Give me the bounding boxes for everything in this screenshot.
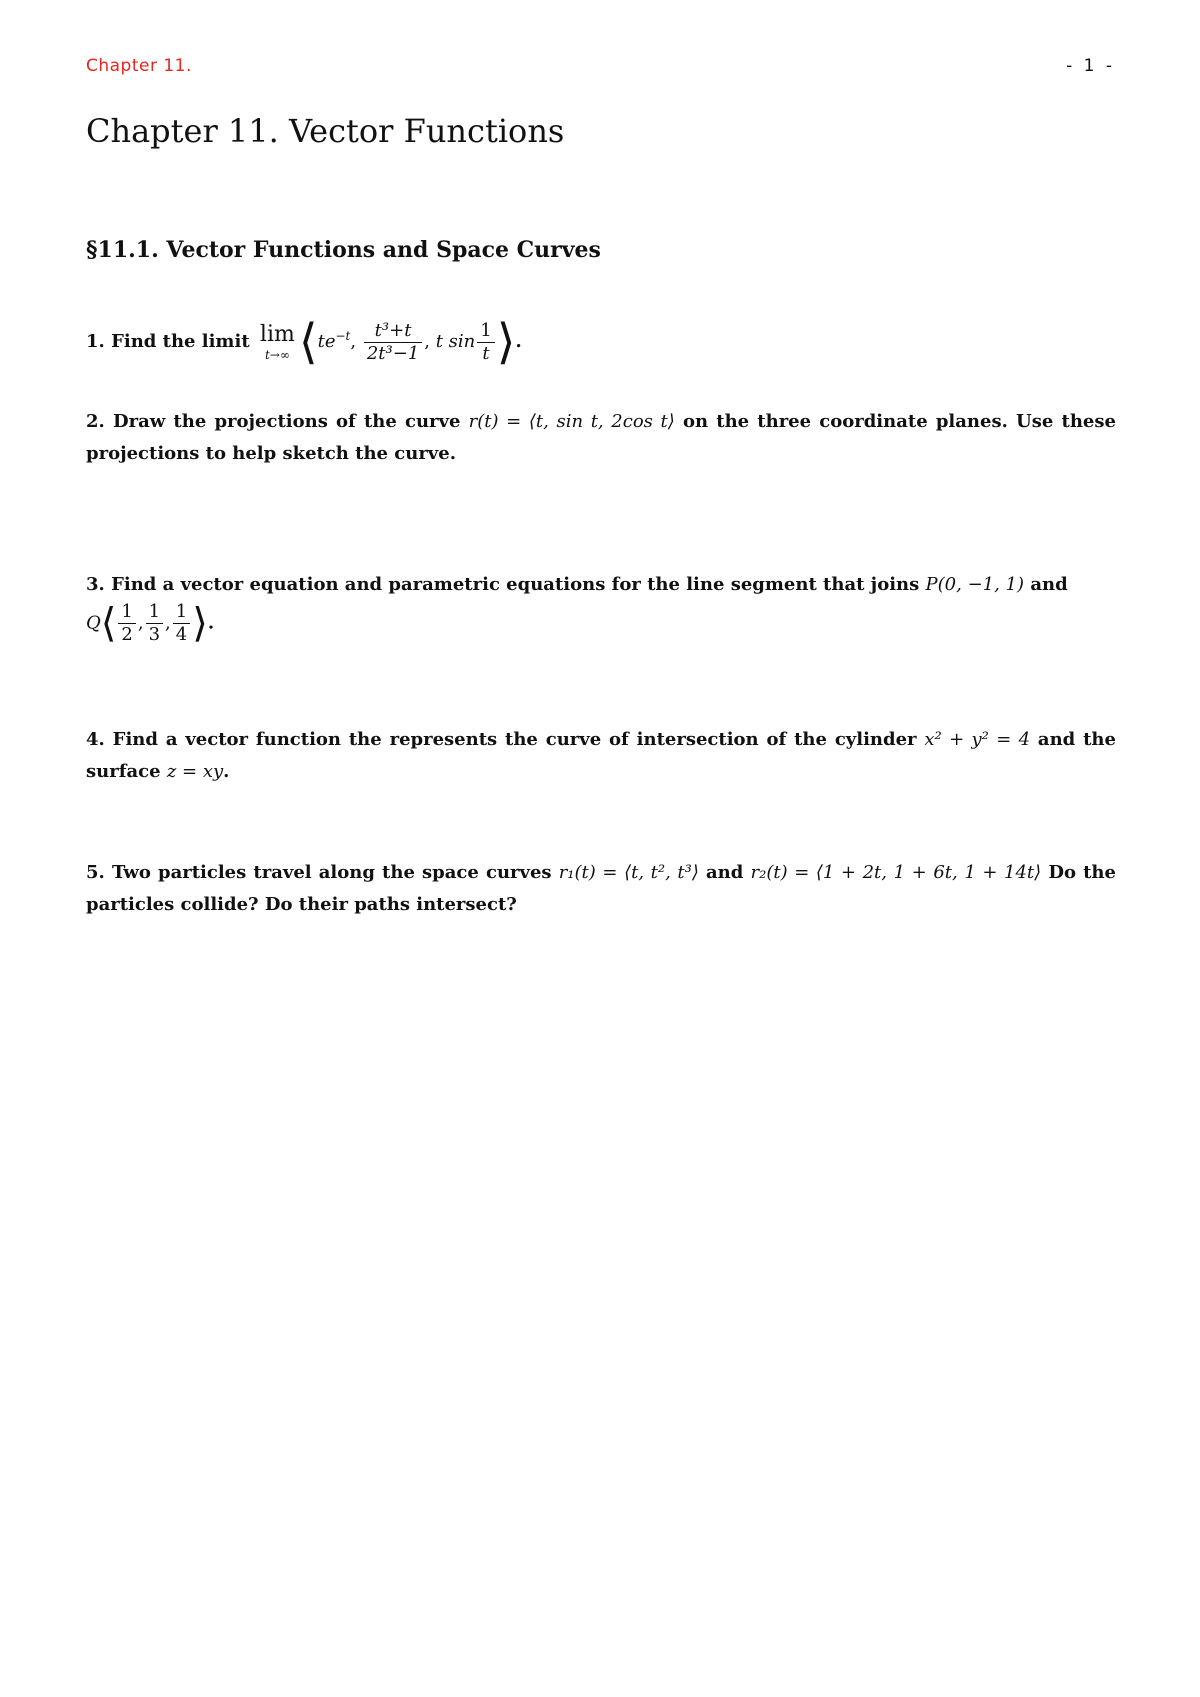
right-angle-bracket: ⟩ [192,600,208,647]
fraction-component-2 [364,320,422,365]
problem-number: 3. [86,574,105,595]
period: . [515,331,522,352]
point-q-label: Q [86,612,101,634]
right-angle-bracket: ⟩ [496,314,516,370]
page-number: - 1 - [1066,56,1115,76]
exponent: −t [335,329,351,343]
q-coordinate-1: $\frac{1}{2}$ [118,601,135,646]
running-head: Chapter 11. [86,56,192,76]
and-word: and [1030,574,1068,595]
curve-r2: r₂(t) = ⟨1 + 2t, 1 + 6t, 1 + 14t⟩ [750,862,1042,883]
problem-5 [86,857,1116,921]
fraction-component-3 [477,320,494,365]
curve-r1: r₁(t) = ⟨t, t², t³⟩ [558,862,699,883]
component-3: t sin [435,331,476,352]
problem-number: 1. [86,331,105,352]
limit-operator [260,322,295,362]
surface-equation: z = xy [166,761,224,782]
curve-expression: r(t) = ⟨t, sin t, 2cos t⟩ [468,411,675,432]
problem-text: Two particles travel along the space curves [111,862,552,883]
fraction-denominator: 2t³−1 [366,342,420,364]
problem-text: on the three coordinate planes. Use these projections to help sketch the curve. [86,411,1116,464]
problem-text: Do the particles collide? Do their paths intersect? [86,862,1116,915]
fraction-numerator: t³+t [364,320,422,343]
problem-text: and the surface [86,729,1116,782]
left-angle-bracket: ⟨ [100,600,117,647]
section-title: §11.1. Vector Functions and Space Curves [86,237,601,263]
problem-text: Find a vector equation and parametric equations for the line segment that joins [111,574,920,595]
lim-word: lim [259,322,295,347]
problem-2 [86,406,1116,470]
problem-1: 1. Find the limit lim t→∞ $⟨te^{-t}$, $\frac{\text{t³+t}}{\text{2t³−1}}$ , t sin $\frac{1}{t}$ ⟩. [86,314,522,370]
problem-text: Find a vector function the represents the curve of intersection of the cylinder [112,729,917,750]
problem-4 [86,724,1116,788]
q-coordinate-2: $\frac{1}{3}$ [146,601,163,646]
point-p: P(0, −1, 1) [925,574,1025,595]
period: . [207,612,215,634]
fraction-numerator: 1 [477,320,494,343]
fraction-denominator: t [482,342,490,364]
problem-number: 4. [86,729,105,750]
q-coordinate-3: $\frac{1}{4}$ [173,601,190,646]
left-angle-bracket: ⟨ [298,314,318,370]
problem-number: 5. [86,862,105,883]
component-1: $te^{-t}$ [317,329,351,352]
problem-3: 3. Find a vector equation and parametric equations for the line segment that joins P(0, −1, 1) and Q⟨ $\frac{1}{2}$ , $\frac{1}{3}$ , $\frac{1}{4}$ ⟩. [86,574,1068,647]
period: . [223,761,230,782]
problem-number: 2. [86,411,105,432]
and-word: and [706,862,744,883]
problem-text: Draw the projections of the curve [112,411,461,432]
lim-subscript: t→∞ [264,348,290,362]
cylinder-equation: x² + y² = 4 [924,729,1031,750]
chapter-title: Chapter 11. Vector Functions [86,112,565,150]
problem-text: Find the limit [111,331,250,352]
